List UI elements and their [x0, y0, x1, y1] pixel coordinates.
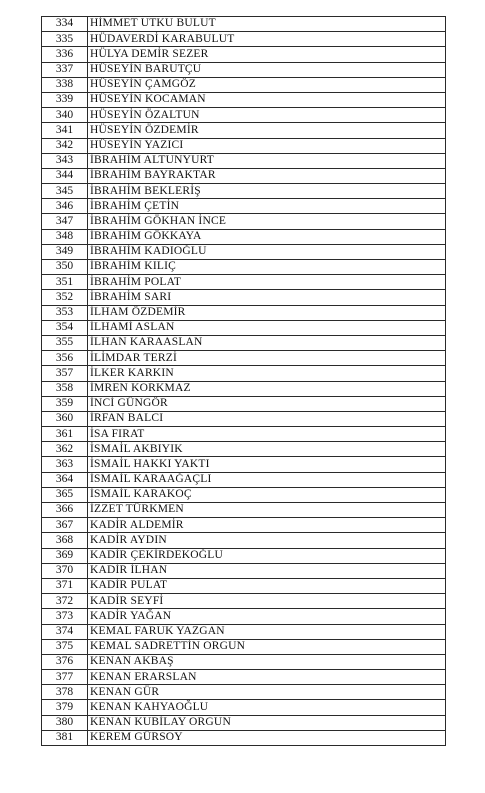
row-number-cell: 362	[42, 442, 88, 457]
row-number-cell: 352	[42, 290, 88, 305]
row-number-cell: 347	[42, 214, 88, 229]
person-name-cell: İMREN KORKMAZ	[88, 381, 446, 396]
table-row	[42, 533, 446, 548]
table-row	[42, 700, 446, 715]
table-row	[42, 17, 446, 32]
table-row	[42, 563, 446, 578]
table-row	[42, 396, 446, 411]
table-row	[42, 609, 446, 624]
person-name-cell: HÜSEYİN ÇAMGÖZ	[88, 77, 446, 92]
table-row	[42, 214, 446, 229]
person-name-cell: İBRAHİM SARI	[88, 290, 446, 305]
row-number-cell: 376	[42, 654, 88, 669]
person-name-cell: İLHAM ÖZDEMİR	[88, 305, 446, 320]
table-row	[42, 366, 446, 381]
row-number-cell: 380	[42, 715, 88, 730]
row-number-cell: 358	[42, 381, 88, 396]
person-name-cell: KEMAL FARUK YAZGAN	[88, 624, 446, 639]
row-number-cell: 368	[42, 533, 88, 548]
row-number-cell: 371	[42, 578, 88, 593]
person-name-cell: HÜSEYİN KOCAMAN	[88, 92, 446, 107]
row-number-cell: 348	[42, 229, 88, 244]
table-row	[42, 351, 446, 366]
table-row	[42, 305, 446, 320]
table-row	[42, 108, 446, 123]
row-number-cell: 354	[42, 320, 88, 335]
person-name-cell: İLİMDAR TERZİ	[88, 351, 446, 366]
table-row	[42, 715, 446, 730]
row-number-cell: 375	[42, 639, 88, 654]
person-name-cell: HİMMET UTKU BULUT	[88, 17, 446, 32]
table-row	[42, 290, 446, 305]
person-name-cell: İSMAİL HAKKI YAKTI	[88, 457, 446, 472]
table-row	[42, 457, 446, 472]
table-row	[42, 411, 446, 426]
person-name-cell: KADİR İLHAN	[88, 563, 446, 578]
person-name-cell: İNCİ GÜNGÖR	[88, 396, 446, 411]
person-name-cell: İBRAHİM KILIÇ	[88, 260, 446, 275]
row-number-cell: 366	[42, 503, 88, 518]
person-name-cell: İSMAİL KARAAĞAÇLI	[88, 472, 446, 487]
row-number-cell: 336	[42, 47, 88, 62]
row-number-cell: 340	[42, 108, 88, 123]
row-number-cell: 374	[42, 624, 88, 639]
row-number-cell: 367	[42, 518, 88, 533]
row-number-cell: 344	[42, 168, 88, 183]
row-number-cell: 381	[42, 730, 88, 745]
person-name-cell: İLKER KARKIN	[88, 366, 446, 381]
table-row	[42, 168, 446, 183]
table-row	[42, 62, 446, 77]
table-row	[42, 199, 446, 214]
table-row	[42, 184, 446, 199]
row-number-cell: 356	[42, 351, 88, 366]
row-number-cell: 379	[42, 700, 88, 715]
row-number-cell: 378	[42, 685, 88, 700]
row-number-cell: 343	[42, 153, 88, 168]
row-number-cell: 334	[42, 17, 88, 32]
table-row	[42, 123, 446, 138]
person-name-cell: KENAN ERARSLAN	[88, 670, 446, 685]
person-name-cell: İBRAHİM BAYRAKTAR	[88, 168, 446, 183]
table-row	[42, 548, 446, 563]
person-name-cell: HÜSEYİN ÖZDEMİR	[88, 123, 446, 138]
row-number-cell: 364	[42, 472, 88, 487]
person-name-cell: İBRAHİM POLAT	[88, 275, 446, 290]
person-name-cell: HÜLYA DEMİR SEZER	[88, 47, 446, 62]
row-number-cell: 339	[42, 92, 88, 107]
table-row	[42, 472, 446, 487]
person-name-cell: KEREM GÜRSOY	[88, 730, 446, 745]
row-number-cell: 353	[42, 305, 88, 320]
person-name-cell: KEMAL SADRETTİN ORGUN	[88, 639, 446, 654]
row-number-cell: 337	[42, 62, 88, 77]
person-name-cell: İSMAİL AKBIYIK	[88, 442, 446, 457]
person-name-cell: İBRAHİM GÖKHAN İNCE	[88, 214, 446, 229]
person-name-cell: KENAN AKBAŞ	[88, 654, 446, 669]
row-number-cell: 365	[42, 487, 88, 502]
person-name-cell: İBRAHİM BEKLERİŞ	[88, 184, 446, 199]
table-row	[42, 670, 446, 685]
table-row	[42, 487, 446, 502]
table-row	[42, 730, 446, 745]
person-name-cell: İBRAHİM ÇETİN	[88, 199, 446, 214]
person-name-cell: KENAN KUBİLAY ORGUN	[88, 715, 446, 730]
person-name-cell: KENAN KAHYAOĞLU	[88, 700, 446, 715]
row-number-cell: 349	[42, 244, 88, 259]
table-row	[42, 335, 446, 350]
row-number-cell: 361	[42, 427, 88, 442]
row-number-cell: 345	[42, 184, 88, 199]
person-name-cell: İSA FIRAT	[88, 427, 446, 442]
table-row	[42, 624, 446, 639]
person-name-cell: KADİR ÇEKİRDEKOĞLU	[88, 548, 446, 563]
table-row	[42, 518, 446, 533]
row-number-cell: 372	[42, 594, 88, 609]
person-name-cell: İBRAHİM ALTUNYURT	[88, 153, 446, 168]
person-name-cell: İLHAMİ ASLAN	[88, 320, 446, 335]
person-name-cell: KENAN GÜR	[88, 685, 446, 700]
person-name-cell: KADİR SEYFİ	[88, 594, 446, 609]
person-name-cell: İBRAHİM GÖKKAYA	[88, 229, 446, 244]
person-name-cell: KADİR ALDEMİR	[88, 518, 446, 533]
person-name-cell: İLHAN KARAASLAN	[88, 335, 446, 350]
row-number-cell: 369	[42, 548, 88, 563]
row-number-cell: 346	[42, 199, 88, 214]
row-number-cell: 342	[42, 138, 88, 153]
table-row	[42, 153, 446, 168]
table-row	[42, 503, 446, 518]
table-row	[42, 275, 446, 290]
person-name-cell: İSMAİL KARAKOÇ	[88, 487, 446, 502]
person-name-cell: KADİR YAĞAN	[88, 609, 446, 624]
person-name-cell: HÜSEYİN YAZICI	[88, 138, 446, 153]
table-row	[42, 229, 446, 244]
table-row	[42, 654, 446, 669]
table-row	[42, 32, 446, 47]
table-row	[42, 639, 446, 654]
table-row	[42, 442, 446, 457]
person-name-cell: HÜDAVERDİ KARABULUT	[88, 32, 446, 47]
table-row	[42, 92, 446, 107]
row-number-cell: 370	[42, 563, 88, 578]
table-row	[42, 578, 446, 593]
person-name-cell: HÜSEYİN ÖZALTUN	[88, 108, 446, 123]
row-number-cell: 335	[42, 32, 88, 47]
row-number-cell: 373	[42, 609, 88, 624]
table-row	[42, 320, 446, 335]
row-number-cell: 377	[42, 670, 88, 685]
person-name-cell: HÜSEYİN BARUTÇU	[88, 62, 446, 77]
table-row	[42, 47, 446, 62]
table-row	[42, 685, 446, 700]
row-number-cell: 351	[42, 275, 88, 290]
row-number-cell: 350	[42, 260, 88, 275]
table-row	[42, 244, 446, 259]
table-row	[42, 138, 446, 153]
table-row	[42, 427, 446, 442]
table-row	[42, 77, 446, 92]
row-number-cell: 360	[42, 411, 88, 426]
name-list-table	[41, 16, 446, 746]
table-row	[42, 381, 446, 396]
row-number-cell: 355	[42, 335, 88, 350]
table-row	[42, 594, 446, 609]
person-name-cell: İBRAHİM KADIOĞLU	[88, 244, 446, 259]
row-number-cell: 363	[42, 457, 88, 472]
row-number-cell: 359	[42, 396, 88, 411]
person-name-cell: İRFAN BALCI	[88, 411, 446, 426]
row-number-cell: 338	[42, 77, 88, 92]
row-number-cell: 341	[42, 123, 88, 138]
name-list-body	[42, 17, 446, 746]
table-row	[42, 260, 446, 275]
person-name-cell: KADİR AYDIN	[88, 533, 446, 548]
person-name-cell: İZZET TÜRKMEN	[88, 503, 446, 518]
row-number-cell: 357	[42, 366, 88, 381]
person-name-cell: KADİR PULAT	[88, 578, 446, 593]
